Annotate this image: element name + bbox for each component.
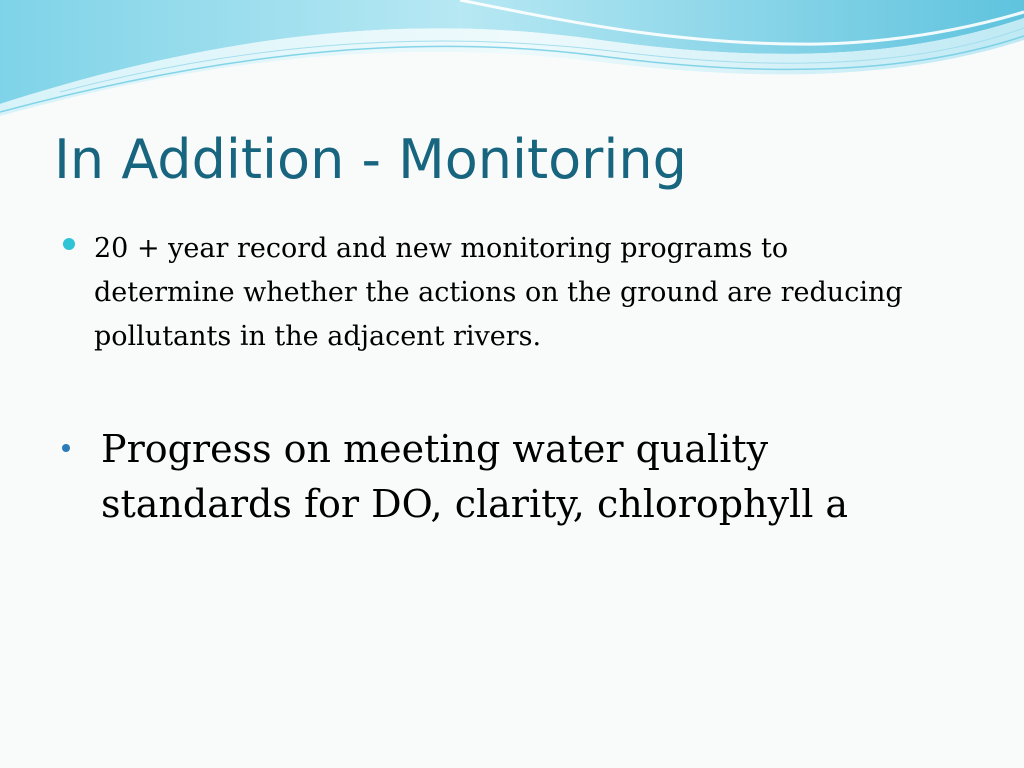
bullet-text: 20 + year record and new monitoring programs to determine whether the actions on the ground are reducing pollutants in the adjacent rivers. xyxy=(94,233,903,352)
bullet-text: Progress on meeting water quality standards for DO, clarity, chlorophyll a xyxy=(101,427,849,526)
bullet-dot-icon xyxy=(62,444,70,452)
bullet-dot-icon xyxy=(63,238,75,250)
slide-title: In Addition - Monitoring xyxy=(54,128,687,191)
